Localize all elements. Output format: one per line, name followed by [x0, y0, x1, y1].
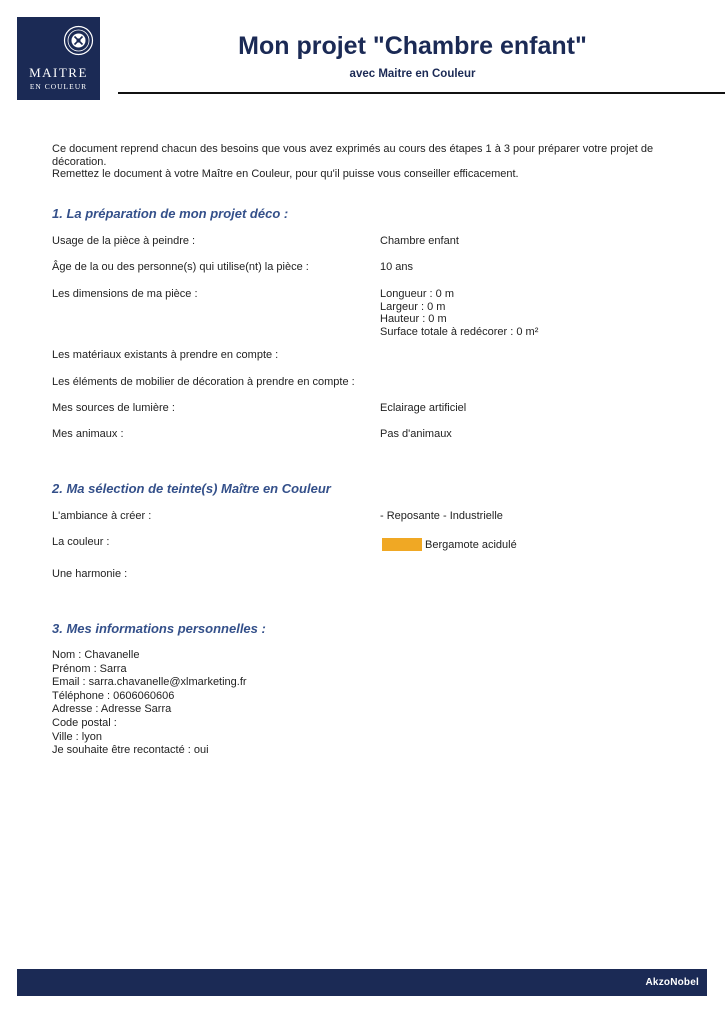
color-swatch — [382, 538, 422, 551]
intro-paragraph — [52, 143, 672, 181]
materiaux-label: Les matériaux existants à prendre en compte : — [52, 349, 279, 361]
akzonobel-logo-text: AkzoNobel — [645, 977, 699, 988]
header-divider — [118, 92, 725, 94]
footer-bar — [17, 969, 707, 996]
logo-text-en-couleur: EN COULEUR — [29, 82, 88, 91]
dimension-hauteur: Hauteur : 0 m — [380, 313, 447, 325]
mobilier-label: Les éléments de mobilier de décoration à prendre en compte : — [52, 376, 355, 388]
lumiere-value: Eclairage artificiel — [380, 402, 467, 414]
age-value: 10 ans — [380, 261, 414, 273]
page-subtitle: avec Maitre en Couleur — [349, 68, 476, 80]
personal-info — [52, 649, 452, 758]
age-label: Âge de la ou des personne(s) qui utilise(nt) la pièce : — [52, 261, 309, 273]
intro-line-2: Remettez le document à votre Maître en Couleur, pour qu'il puisse vous conseiller efficacement. — [52, 168, 519, 180]
info-email: Email : sarra.chavanelle@xlmarketing.fr — [52, 676, 247, 689]
info-nom: Nom : Chavanelle — [52, 649, 140, 661]
page-title: Mon projet "Chambre enfant" — [238, 32, 587, 60]
logo-text-maitre: MAITRE — [29, 65, 88, 80]
dimensions-value — [380, 288, 700, 338]
seal-emblem-icon — [63, 25, 94, 56]
info-ville: Ville : lyon — [52, 730, 102, 743]
ambiance-value: - Reposante - Industrielle — [380, 510, 503, 522]
section-1-heading: 1. La préparation de mon projet déco : — [52, 206, 289, 221]
usage-value: Chambre enfant — [380, 235, 459, 247]
ambiance-label: L'ambiance à créer : — [52, 510, 152, 522]
dimension-longueur: Longueur : 0 m — [380, 288, 454, 300]
color-name: Bergamote acidulé — [425, 539, 517, 551]
info-recontact: Je souhaite être recontacté : oui — [52, 744, 209, 757]
usage-label: Usage de la pièce à peindre : — [52, 235, 196, 247]
info-prenom: Prénom : Sarra — [52, 662, 127, 675]
couleur-label: La couleur : — [52, 536, 110, 548]
lumiere-label: Mes sources de lumière : — [52, 402, 175, 414]
brand-logo — [17, 17, 100, 100]
section-3-heading: 3. Mes informations personnelles : — [52, 621, 266, 636]
dimension-largeur: Largeur : 0 m — [380, 300, 446, 313]
section-2-heading: 2. Ma sélection de teinte(s) Maître en Couleur — [52, 481, 331, 496]
info-adresse: Adresse : Adresse Sarra — [52, 703, 172, 716]
dimensions-label: Les dimensions de ma pièce : — [52, 288, 198, 300]
animaux-label: Mes animaux : — [52, 428, 124, 440]
animaux-value: Pas d'animaux — [380, 428, 452, 440]
harmonie-label: Une harmonie : — [52, 568, 128, 580]
info-telephone: Téléphone : 0606060606 — [52, 689, 175, 702]
info-code-postal: Code postal : — [52, 716, 117, 729]
intro-line-1: Ce document reprend chacun des besoins que vous avez exprimés au cours des étapes 1 à 3 pour préparer votre projet de décoration. — [52, 143, 654, 168]
dimension-surface: Surface totale à redécorer : 0 m² — [380, 325, 539, 338]
